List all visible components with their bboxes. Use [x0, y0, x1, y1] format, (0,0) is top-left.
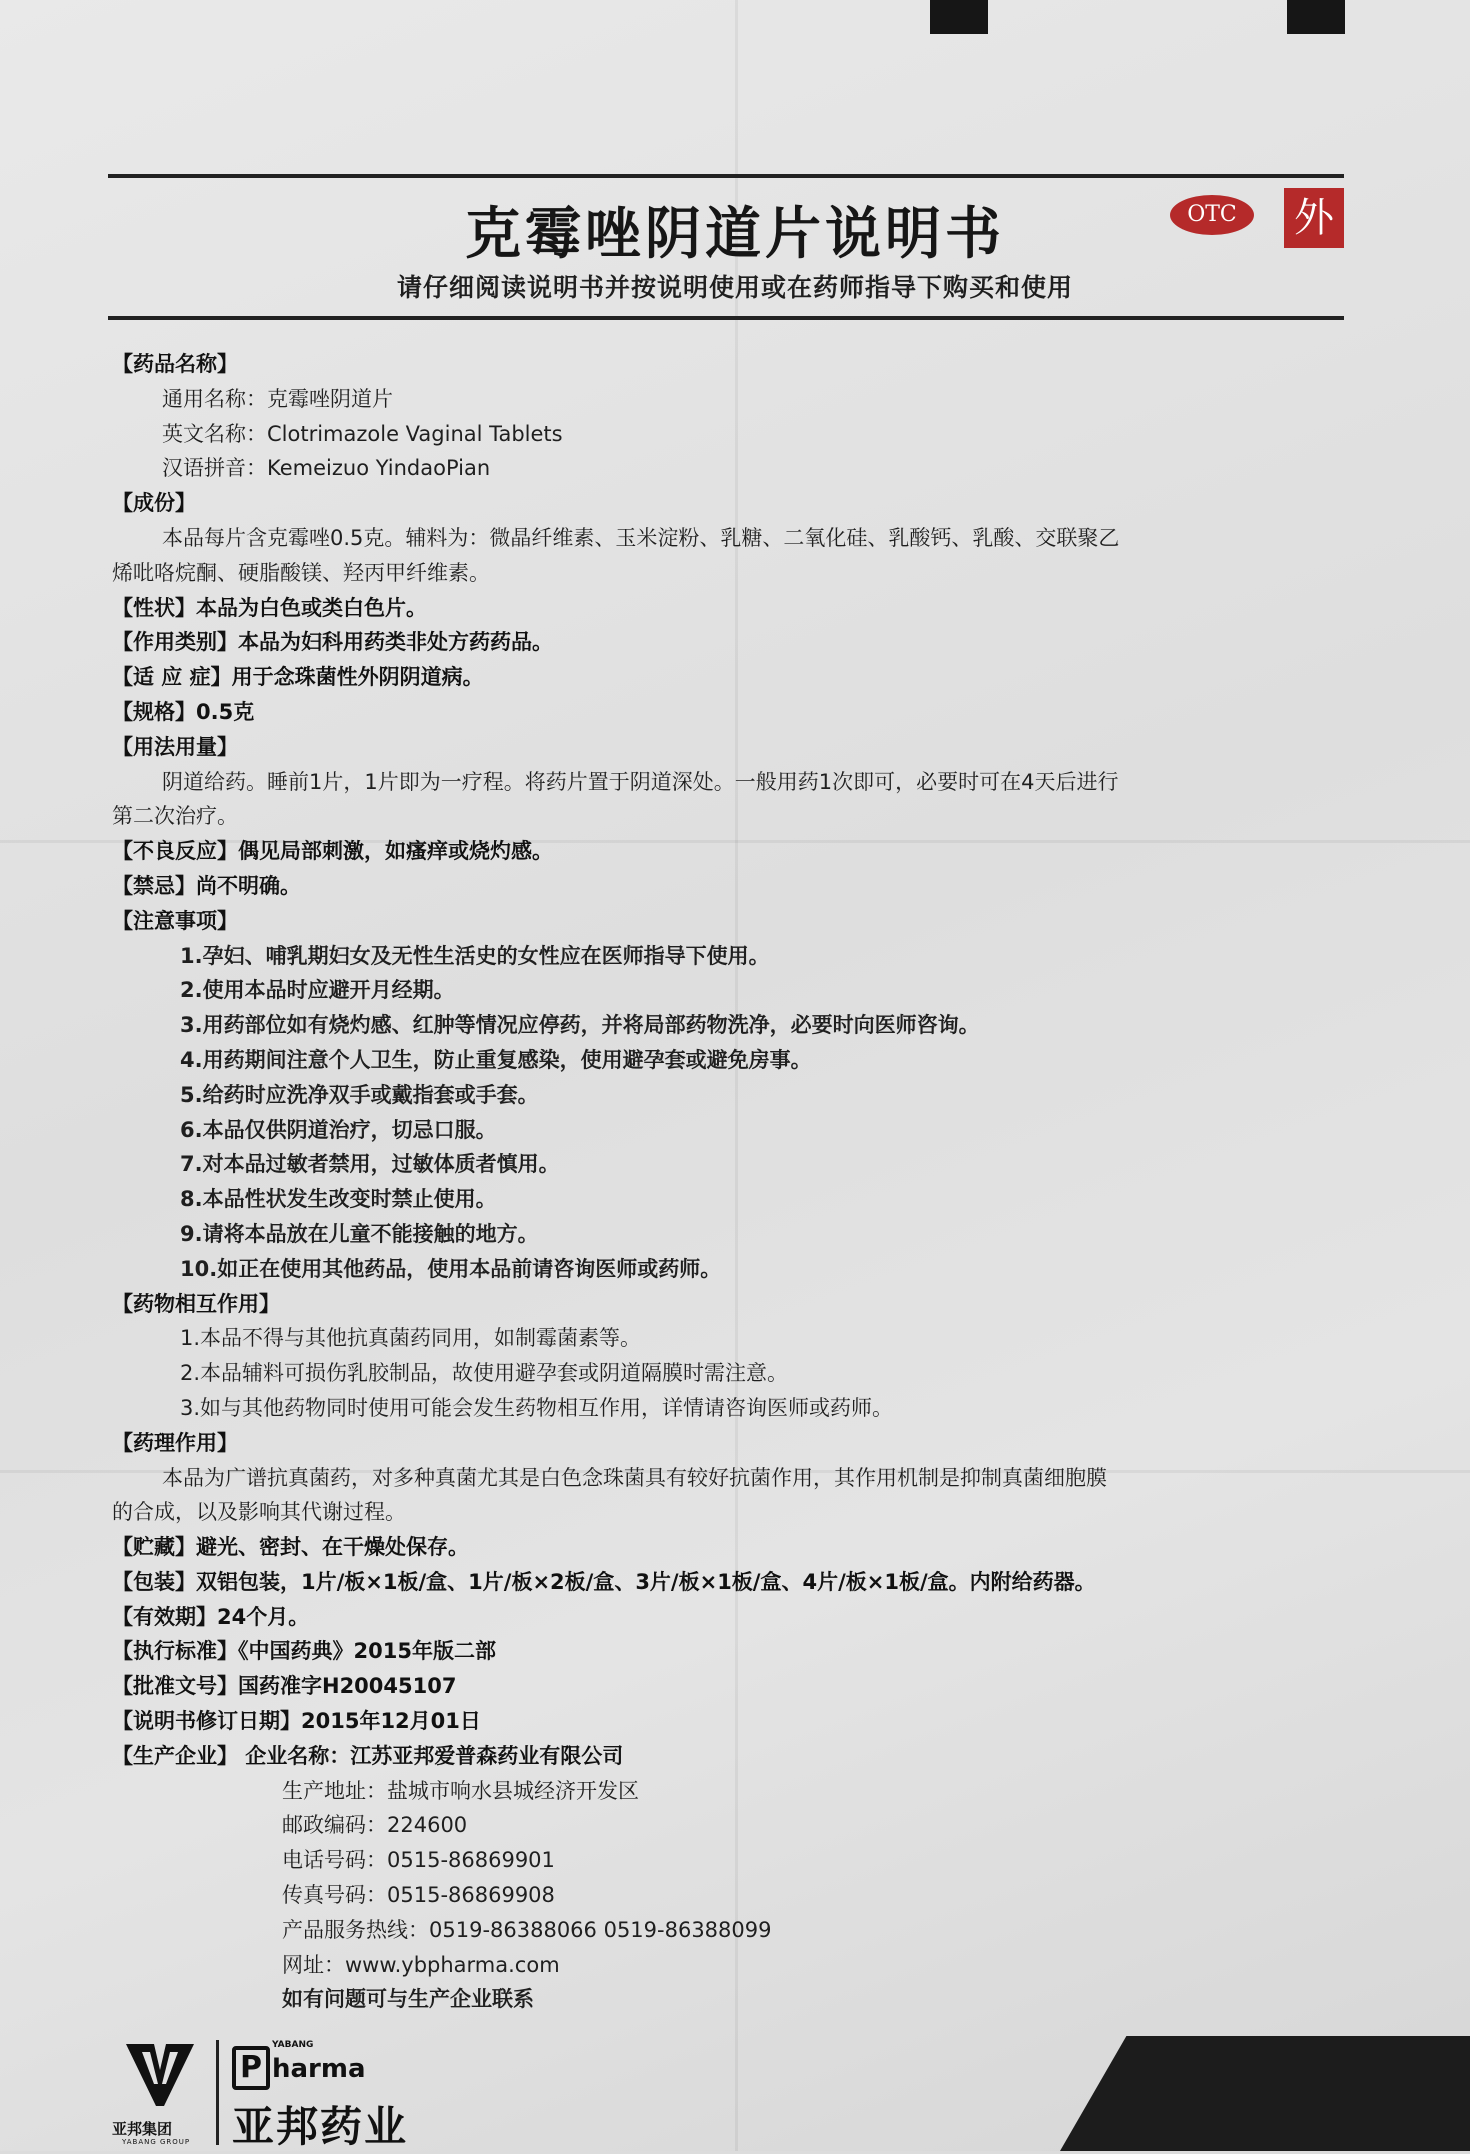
document-title: 克霉唑阴道片说明书: [465, 202, 1005, 267]
section-line: 【批准文号】国药准字H20045107: [112, 1674, 457, 1699]
text-line: 烯吡咯烷酮、硬脂酸镁、羟丙甲纤维素。: [112, 560, 490, 585]
footer-band: [1060, 2036, 1470, 2151]
top-rule: [108, 174, 1344, 178]
text-line: 的合成，以及影响其代谢过程。: [112, 1500, 406, 1525]
text-line: 阴道给药。睡前1片，1片即为一疗程。将药片置于阴道深处。一般用药1次即可，必要时可在4天后进行: [162, 769, 1119, 794]
text-line: 7.对本品过敏者禁用，过敏体质者慎用。: [180, 1152, 560, 1177]
text-line: 产品服务热线：0519-86388066 0519-86388099: [282, 1917, 772, 1942]
text-line: 电话号码：0515-86869901: [282, 1848, 555, 1873]
section-line: 【生产企业】 企业名称：江苏亚邦爱普森药业有限公司: [112, 1743, 624, 1768]
text-line: 网址：www.ybpharma.com: [282, 1952, 560, 1977]
section-line: 【不良反应】偶见局部刺激，如瘙痒或烧灼感。: [112, 839, 553, 864]
text-line: 9.请将本品放在儿童不能接触的地方。: [180, 1221, 539, 1246]
section-line: 【注意事项】: [112, 908, 238, 933]
registration-mark: [1287, 0, 1345, 34]
section-line: 【禁忌】尚不明确。: [112, 873, 301, 898]
text-line: 10.如正在使用其他药品，使用本品前请咨询医师或药师。: [180, 1256, 722, 1281]
section-line: 【包装】双铝包装，1片/板×1板/盒、1片/板×2板/盒、3片/板×1板/盒、4片/板×1板/盒。内附给药器。: [112, 1569, 1096, 1594]
text-line: 英文名称：Clotrimazole Vaginal Tablets: [162, 421, 563, 446]
text-line: 本品为广谱抗真菌药，对多种真菌尤其是白色念珠菌具有较好抗菌作用，其作用机制是抑制真菌细胞膜: [162, 1465, 1107, 1490]
text-line: 本品每片含克霉唑0.5克。辅料为：微晶纤维素、玉米淀粉、乳糖、二氧化硅、乳酸钙、乳酸、交联聚乙: [162, 525, 1120, 550]
section-line: 【药物相互作用】: [112, 1291, 280, 1316]
section-line: 【适 应 症】用于念珠菌性外阴阴道病。: [112, 665, 484, 690]
section-line: 【性状】本品为白色或类白色片。: [112, 595, 427, 620]
registration-mark: [930, 0, 988, 34]
text-line: 汉语拼音：Kemeizuo YindaoPian: [162, 456, 491, 481]
brand-tag: YABANG: [272, 2040, 314, 2050]
external-use-badge: 外: [1284, 188, 1344, 248]
text-line: 第二次治疗。: [112, 804, 238, 829]
text-line: 5.给药时应洗净双手或戴指套或手套。: [180, 1082, 539, 1107]
text-line: 如有问题可与生产企业联系: [282, 1987, 534, 2012]
section-line: 【贮藏】避光、密封、在干燥处保存。: [112, 1535, 469, 1560]
text-line: 3.用药部位如有烧灼感、红肿等情况应停药，并将局部药物洗净，必要时向医师咨询。: [180, 1013, 980, 1038]
document-subtitle: 请仔细阅读说明书并按说明使用或在药师指导下购买和使用: [396, 273, 1073, 302]
section-line: 【药理作用】: [112, 1430, 238, 1455]
text-line: 6.本品仅供阴道治疗，切忌口服。: [180, 1117, 497, 1142]
text-line: 1.本品不得与其他抗真菌药同用，如制霉菌素等。: [180, 1326, 642, 1351]
group-name-en: YABANG GROUP: [122, 2138, 191, 2146]
text-line: 2.本品辅料可损伤乳胶制品，故使用避孕套或阴道隔膜时需注意。: [180, 1361, 789, 1386]
text-line: 4.用药期间注意个人卫生，防止重复感染，使用避孕套或避免房事。: [180, 1047, 812, 1072]
section-line: 【用法用量】: [112, 734, 238, 759]
otc-badge: OTC: [1170, 195, 1254, 235]
section-line: 【成份】: [112, 491, 196, 516]
text-line: 3.如与其他药物同时使用可能会发生药物相互作用，详情请咨询医师或药师。: [180, 1395, 894, 1420]
section-line: 【规格】0.5克: [112, 699, 255, 724]
logo-divider: [216, 2040, 219, 2145]
text-line: 通用名称：克霉唑阴道片: [162, 386, 393, 411]
leaflet-body: [112, 347, 1352, 2017]
section-line: 【说明书修订日期】2015年12月01日: [112, 1709, 481, 1734]
text-line: 8.本品性状发生改变时禁止使用。: [180, 1187, 497, 1212]
bottom-rule: [108, 316, 1344, 320]
section-line: 【执行标准】《中国药典》2015年版二部: [112, 1639, 496, 1664]
text-line: 邮政编码：224600: [282, 1813, 468, 1838]
company-logo-text: 亚邦药业: [232, 2102, 409, 2151]
pharma-logo-icon: P: [232, 2046, 270, 2090]
text-line: 2.使用本品时应避开月经期。: [180, 978, 455, 1003]
text-line: 传真号码：0515-86869908: [282, 1883, 555, 1908]
section-line: 【药品名称】: [112, 352, 238, 376]
text-line: 生产地址：盐城市响水县城经济开发区: [282, 1778, 639, 1803]
text-line: 1.孕妇、哺乳期妇女及无性生活史的女性应在医师指导下使用。: [180, 943, 770, 968]
group-logo-icon: [120, 2040, 200, 2116]
group-name: 亚邦集团: [112, 2120, 173, 2138]
pharma-wordmark: harma: [272, 2054, 366, 2084]
section-line: 【有效期】24个月。: [112, 1604, 310, 1629]
section-line: 【作用类别】本品为妇科用药类非处方药药品。: [112, 630, 553, 655]
